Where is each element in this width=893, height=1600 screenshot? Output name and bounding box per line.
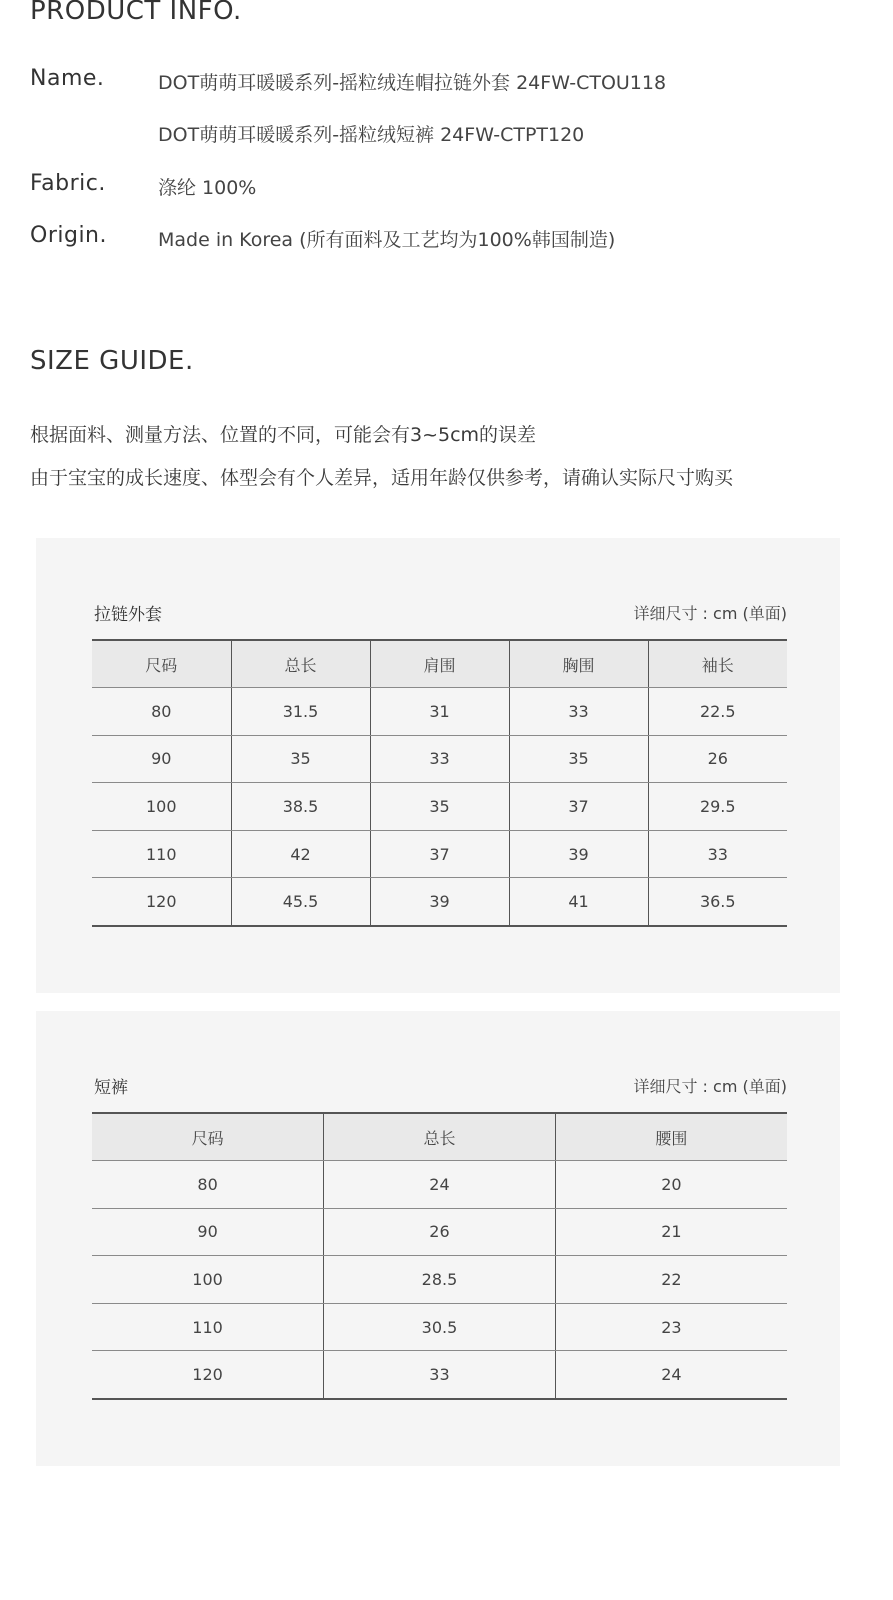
table-row — [92, 1256, 787, 1304]
jacket-table-unit: 详细尺寸 : cm (单面) — [633, 604, 787, 623]
table-cell: 37 — [370, 830, 509, 878]
table-cell: 21 — [555, 1208, 787, 1256]
table-cell: 39 — [370, 878, 509, 926]
header-waist: 腰围 — [555, 1113, 787, 1161]
table-row — [92, 783, 787, 831]
table-cell: 110 — [92, 1303, 324, 1351]
table-cell: 23 — [555, 1303, 787, 1351]
table-row — [92, 1303, 787, 1351]
product-info-title: PRODUCT INFO. — [30, 0, 242, 26]
table-row — [92, 1161, 787, 1209]
table-cell: 90 — [92, 735, 231, 783]
origin-value: Made in Korea (所有面料及工艺均为100%韩国制造) — [158, 229, 616, 251]
table-cell: 35 — [370, 783, 509, 831]
table-cell: 41 — [509, 878, 648, 926]
table-cell: 24 — [555, 1351, 787, 1399]
table-cell: 29.5 — [648, 783, 787, 831]
shorts-table-unit: 详细尺寸 : cm (单面) — [633, 1077, 787, 1096]
size-note-1: 根据面料、测量方法、位置的不同，可能会有3~5cm的误差 — [30, 424, 537, 446]
table-cell: 100 — [92, 783, 231, 831]
table-cell: 39 — [509, 830, 648, 878]
table-cell: 80 — [92, 1161, 324, 1209]
table-cell: 36.5 — [648, 878, 787, 926]
header-total-length: 总长 — [231, 640, 370, 688]
table-row — [92, 688, 787, 736]
table-cell: 37 — [509, 783, 648, 831]
header-size: 尺码 — [92, 640, 231, 688]
table-cell: 100 — [92, 1256, 324, 1304]
size-note-2: 由于宝宝的成长速度、体型会有个人差异，适用年龄仅供参考，请确认实际尺寸购买 — [30, 467, 734, 489]
table-cell: 22.5 — [648, 688, 787, 736]
table-row — [92, 1208, 787, 1256]
table-cell: 120 — [92, 1351, 324, 1399]
table-cell: 30.5 — [324, 1303, 556, 1351]
table-cell: 90 — [92, 1208, 324, 1256]
shorts-size-table — [92, 1112, 787, 1400]
header-size: 尺码 — [92, 1113, 324, 1161]
origin-label: Origin. — [30, 223, 107, 248]
table-cell: 33 — [509, 688, 648, 736]
header-sleeve: 袖长 — [648, 640, 787, 688]
name-label: Name. — [30, 66, 105, 91]
table-cell: 110 — [92, 830, 231, 878]
table-cell: 38.5 — [231, 783, 370, 831]
table-cell: 35 — [509, 735, 648, 783]
table-cell: 120 — [92, 878, 231, 926]
table-cell: 45.5 — [231, 878, 370, 926]
info-row-origin — [30, 223, 870, 253]
table-cell: 42 — [231, 830, 370, 878]
shorts-size-panel — [36, 1011, 840, 1466]
size-guide-title: SIZE GUIDE. — [30, 346, 194, 376]
table-header-row — [92, 640, 787, 688]
jacket-size-table — [92, 639, 787, 927]
name-value-jacket: DOT萌萌耳暖暖系列-摇粒绒连帽拉链外套 24FW-CTOU118 — [158, 72, 667, 94]
fabric-label: Fabric. — [30, 171, 106, 196]
header-total-length: 总长 — [324, 1113, 556, 1161]
table-cell: 33 — [324, 1351, 556, 1399]
jacket-table-caption: 拉链外套 — [94, 605, 162, 625]
table-cell: 33 — [648, 830, 787, 878]
table-cell: 80 — [92, 688, 231, 736]
table-cell: 24 — [324, 1161, 556, 1209]
table-cell: 31 — [370, 688, 509, 736]
shorts-table-caption: 短裤 — [94, 1078, 128, 1098]
table-cell: 33 — [370, 735, 509, 783]
table-row — [92, 1351, 787, 1399]
table-cell: 26 — [324, 1208, 556, 1256]
name-value-shorts: DOT萌萌耳暖暖系列-摇粒绒短裤 24FW-CTPT120 — [158, 124, 585, 146]
table-row — [92, 878, 787, 926]
info-row-name-2 — [30, 118, 870, 148]
info-row-name — [30, 66, 870, 96]
table-cell: 20 — [555, 1161, 787, 1209]
table-cell: 35 — [231, 735, 370, 783]
table-cell: 22 — [555, 1256, 787, 1304]
table-row — [92, 735, 787, 783]
header-shoulder: 肩围 — [370, 640, 509, 688]
table-row — [92, 830, 787, 878]
jacket-size-panel — [36, 538, 840, 993]
table-cell: 26 — [648, 735, 787, 783]
header-chest: 胸围 — [509, 640, 648, 688]
info-row-fabric — [30, 171, 870, 201]
table-cell: 31.5 — [231, 688, 370, 736]
fabric-value: 涤纶 100% — [158, 177, 257, 199]
table-cell: 28.5 — [324, 1256, 556, 1304]
table-header-row — [92, 1113, 787, 1161]
